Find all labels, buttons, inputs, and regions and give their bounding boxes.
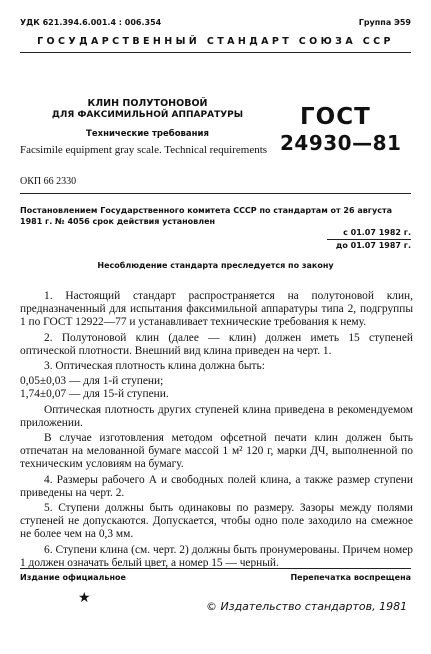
violation-notice: Несоблюдение стандарта преследуется по закону	[97, 261, 334, 270]
paragraph: 2. Полутоновой клин (далее — клин) должен иметь 15 ступеней оптической плотности. Внешний вид клина приведен на черт. 1.	[20, 331, 413, 357]
header-rule	[20, 52, 411, 53]
term-from: с 01.07 1982 г.	[343, 228, 411, 237]
decree-text: Постановлением Государственного комитета СССР по стандартам от 26 августа 1981 г. № 4056 срок действия установлен	[20, 206, 392, 226]
paragraph: 1. Настоящий стандарт распространяется на полутоновой клин, предназначенный для испытания факсимильной аппаратуры типа 2, подгруппы 1 по ГОСТ 12922—77 и устанавливает технические требования к нему.	[20, 290, 413, 329]
paragraph: 0,05±0,03 — для 1-й ступени;	[20, 375, 164, 388]
okp-rule	[20, 193, 411, 194]
state-standard-heading: ГОСУДАРСТВЕННЫЙ СТАНДАРТ СОЮЗА ССР	[37, 36, 394, 47]
star-icon: ★	[78, 591, 91, 606]
gost-number: 24930—81	[280, 131, 402, 155]
paragraph: Оптическая плотность других ступеней клина приведена в рекомендуемом приложении.	[20, 403, 413, 429]
title-line-1: КЛИН ПОЛУТОНОВОЙ	[87, 98, 208, 109]
gost-label: ГОСТ	[300, 104, 371, 130]
paragraph: В случае изготовления методом офсетной печати клин должен быть отпечатан на мелованной бумаге массой 1 м² 120 г, марки ДЧ, выполненной по техническим условиям на бумагу.	[20, 432, 413, 471]
footer-rule	[20, 568, 411, 569]
term-rule	[327, 239, 411, 240]
official-edition-label: Издание официальное	[20, 573, 126, 582]
paragraph: 1,74±0,07 — для 15-й ступени.	[20, 388, 169, 401]
english-title: Facsimile equipment gray scale. Technical requirements	[20, 144, 268, 156]
group-code: Группа Э59	[358, 18, 411, 27]
paragraph: 3. Оптическая плотность клина должна быть:	[44, 360, 265, 373]
term-to: до 01.07 1987 г.	[335, 241, 411, 250]
publisher-copyright: © Издательство стандартов, 1981	[206, 600, 408, 613]
paragraph: 6. Ступени клина (см. черт. 2) должны быть пронумерованы. Причем номер 1 должен означать белый цвет, а номер 15 — черный.	[20, 543, 413, 569]
paragraph: 5. Ступени должны быть одинаковы по размеру. Зазоры между полями ступеней не допускаются. Допускается, чтобы одно поле заходило на смежное не более чем на 0,3 мм.	[20, 502, 413, 541]
paragraph: 4. Размеры рабочего А и свободных полей клина, а также размер ступени приведены на черт. 2.	[20, 473, 413, 499]
reprint-prohibited-label: Перепечатка воспрещена	[290, 573, 411, 582]
document-body	[20, 290, 413, 572]
okp-code: ОКП 66 2330	[20, 176, 77, 187]
udk-code: УДК 621.394.6.001.4 : 006.354	[20, 18, 162, 27]
title-subtitle: Технические требования	[86, 129, 209, 139]
title-line-2: ДЛЯ ФАКСИМИЛЬНОЙ АППАРАТУРЫ	[51, 110, 244, 120]
